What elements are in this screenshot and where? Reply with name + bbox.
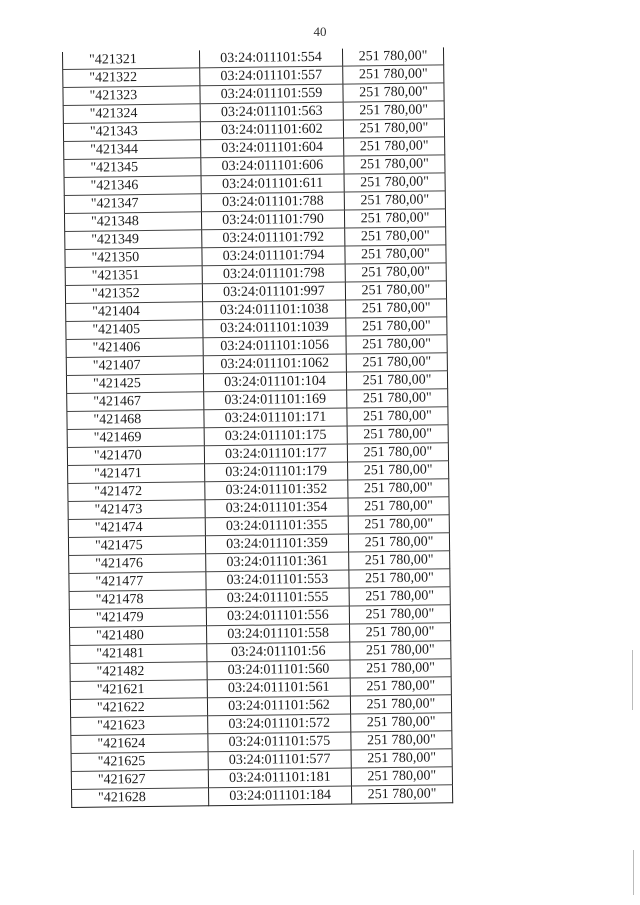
cadastral-number-cell: 03:24:011101:561 [207, 678, 350, 698]
amount-cell: 251 780,00" [346, 353, 447, 372]
row-code-cell: "421480 [70, 626, 207, 646]
row-code-cell: "421343 [63, 122, 200, 142]
cadastral-number-cell: 03:24:011101:352 [205, 480, 348, 500]
row-code-cell: "421625 [71, 752, 208, 772]
amount-cell: 251 780,00" [350, 659, 451, 678]
amount-cell: 251 780,00" [350, 695, 451, 714]
amount-cell: 251 780,00" [344, 191, 445, 210]
cadastral-number-cell: 03:24:011101:177 [204, 444, 347, 464]
row-code-cell: "421347 [64, 194, 201, 214]
amount-cell: 251 780,00" [350, 677, 451, 696]
row-code-cell: "421470 [67, 446, 204, 466]
cadastral-number-cell: 03:24:011101:1039 [203, 318, 346, 338]
cadastral-number-cell: 03:24:011101:181 [208, 768, 351, 788]
cadastral-number-cell: 03:24:011101:790 [201, 210, 344, 230]
scan-margin-mark [632, 650, 633, 710]
row-code-cell: "421628 [72, 788, 209, 808]
amount-cell: 251 780,00" [347, 407, 448, 426]
amount-cell: 251 780,00" [348, 533, 449, 552]
cadastral-number-cell: 03:24:011101:798 [202, 264, 345, 284]
amount-cell: 251 780,00" [345, 245, 446, 264]
amount-cell: 251 780,00" [349, 551, 450, 570]
row-code-cell: "421324 [63, 104, 200, 124]
row-code-cell: "421322 [63, 68, 200, 88]
amount-cell: 251 780,00" [345, 227, 446, 246]
row-code-cell: "421352 [65, 284, 202, 304]
row-code-cell: "421627 [71, 770, 208, 790]
cadastral-number-cell: 03:24:011101:557 [200, 66, 343, 86]
amount-cell: 251 780,00" [346, 299, 447, 318]
row-code-cell: "421482 [70, 662, 207, 682]
amount-cell: 251 780,00" [347, 443, 448, 462]
row-code-cell: "421406 [66, 338, 203, 358]
row-code-cell: "421467 [67, 392, 204, 412]
cadastral-number-cell: 03:24:011101:611 [201, 174, 344, 194]
amount-cell: 251 780,00" [351, 749, 452, 768]
amount-cell: 251 780,00" [343, 119, 444, 138]
amount-cell: 251 780,00" [344, 173, 445, 192]
row-code-cell: "421349 [65, 230, 202, 250]
cadastral-number-cell: 03:24:011101:606 [201, 156, 344, 176]
amount-cell: 251 780,00" [345, 281, 446, 300]
cadastral-number-cell: 03:24:011101:361 [206, 552, 349, 572]
table-body [62, 47, 452, 807]
amount-cell: 251 780,00" [348, 461, 449, 480]
amount-cell: 251 780,00" [346, 317, 447, 336]
property-table [62, 47, 453, 808]
amount-cell: 251 780,00" [343, 65, 444, 84]
cadastral-number-cell: 03:24:011101:794 [202, 246, 345, 266]
cadastral-number-cell: 03:24:011101:354 [205, 498, 348, 518]
amount-cell: 251 780,00" [347, 389, 448, 408]
amount-cell: 251 780,00" [345, 263, 446, 282]
amount-cell: 251 780,00" [344, 155, 445, 174]
row-code-cell: "421425 [66, 374, 203, 394]
cadastral-number-cell: 03:24:011101:171 [204, 408, 347, 428]
amount-cell: 251 780,00" [343, 83, 444, 102]
amount-cell: 251 780,00" [348, 479, 449, 498]
row-code-cell: "421473 [68, 500, 205, 520]
row-code-cell: "421474 [68, 518, 205, 538]
cadastral-number-cell: 03:24:011101:554 [199, 49, 342, 68]
row-code-cell: "421469 [67, 428, 204, 448]
amount-cell: 251 780,00" [351, 785, 452, 804]
row-code-cell: "421471 [68, 464, 205, 484]
amount-cell: 251 780,00" [350, 641, 451, 660]
row-code-cell: "421405 [66, 320, 203, 340]
cadastral-number-cell: 03:24:011101:572 [208, 714, 351, 734]
amount-cell: 251 780,00" [342, 47, 443, 66]
amount-cell: 251 780,00" [349, 587, 450, 606]
cadastral-number-cell: 03:24:011101:556 [206, 606, 349, 626]
cadastral-number-cell: 03:24:011101:104 [203, 372, 346, 392]
row-code-cell: "421321 [62, 50, 199, 69]
amount-cell: 251 780,00" [343, 101, 444, 120]
amount-cell: 251 780,00" [346, 335, 447, 354]
row-code-cell: "421344 [64, 140, 201, 160]
cadastral-number-cell: 03:24:011101:602 [200, 120, 343, 140]
cadastral-number-cell: 03:24:011101:175 [204, 426, 347, 446]
amount-cell: 251 780,00" [351, 767, 452, 786]
row-code-cell: "421323 [63, 86, 200, 106]
amount-cell: 251 780,00" [346, 371, 447, 390]
row-code-cell: "421350 [65, 248, 202, 268]
row-code-cell: "421624 [71, 734, 208, 754]
amount-cell: 251 780,00" [351, 731, 452, 750]
cadastral-number-cell: 03:24:011101:562 [207, 696, 350, 716]
amount-cell: 251 780,00" [347, 425, 448, 444]
cadastral-number-cell: 03:24:011101:792 [202, 228, 345, 248]
amount-cell: 251 780,00" [344, 137, 445, 156]
amount-cell: 251 780,00" [349, 569, 450, 588]
cadastral-number-cell: 03:24:011101:604 [201, 138, 344, 158]
row-code-cell: "421351 [65, 266, 202, 286]
row-code-cell: "421622 [70, 698, 207, 718]
row-code-cell: "421472 [68, 482, 205, 502]
row-code-cell: "421476 [69, 554, 206, 574]
row-code-cell: "421478 [69, 590, 206, 610]
amount-cell: 251 780,00" [350, 623, 451, 642]
scan-margin-mark [633, 850, 634, 895]
cadastral-number-cell: 03:24:011101:359 [205, 534, 348, 554]
document-table-wrapper [62, 47, 453, 808]
cadastral-number-cell: 03:24:011101:1038 [203, 300, 346, 320]
cadastral-number-cell: 03:24:011101:179 [205, 462, 348, 482]
row-code-cell: "421623 [71, 716, 208, 736]
row-code-cell: "421475 [68, 536, 205, 556]
cadastral-number-cell: 03:24:011101:169 [204, 390, 347, 410]
cadastral-number-cell: 03:24:011101:558 [207, 624, 350, 644]
cadastral-number-cell: 03:24:011101:355 [205, 516, 348, 536]
amount-cell: 251 780,00" [344, 209, 445, 228]
row-code-cell: "421348 [64, 212, 201, 232]
row-code-cell: "421477 [69, 572, 206, 592]
cadastral-number-cell: 03:24:011101:997 [202, 282, 345, 302]
amount-cell: 251 780,00" [348, 497, 449, 516]
row-code-cell: "421621 [70, 680, 207, 700]
cadastral-number-cell: 03:24:011101:560 [207, 660, 350, 680]
amount-cell: 251 780,00" [349, 605, 450, 624]
cadastral-number-cell: 03:24:011101:559 [200, 84, 343, 104]
cadastral-number-cell: 03:24:011101:555 [206, 588, 349, 608]
row-code-cell: "421404 [66, 302, 203, 322]
cadastral-number-cell: 03:24:011101:184 [208, 786, 351, 806]
row-code-cell: "421346 [64, 176, 201, 196]
row-code-cell: "421479 [69, 608, 206, 628]
cadastral-number-cell: 03:24:011101:1062 [203, 354, 346, 374]
page-number: 40 [313, 24, 327, 39]
row-code-cell: "421481 [70, 644, 207, 664]
row-code-cell: "421407 [66, 356, 203, 376]
cadastral-number-cell: 03:24:011101:577 [208, 750, 351, 770]
cadastral-number-cell: 03:24:011101:553 [206, 570, 349, 590]
cadastral-number-cell: 03:24:011101:575 [208, 732, 351, 752]
cadastral-number-cell: 03:24:011101:1056 [203, 336, 346, 356]
cadastral-number-cell: 03:24:011101:56 [207, 642, 350, 662]
amount-cell: 251 780,00" [348, 515, 449, 534]
amount-cell: 251 780,00" [351, 713, 452, 732]
row-code-cell: "421345 [64, 158, 201, 178]
cadastral-number-cell: 03:24:011101:788 [201, 192, 344, 212]
cadastral-number-cell: 03:24:011101:563 [200, 102, 343, 122]
row-code-cell: "421468 [67, 410, 204, 430]
